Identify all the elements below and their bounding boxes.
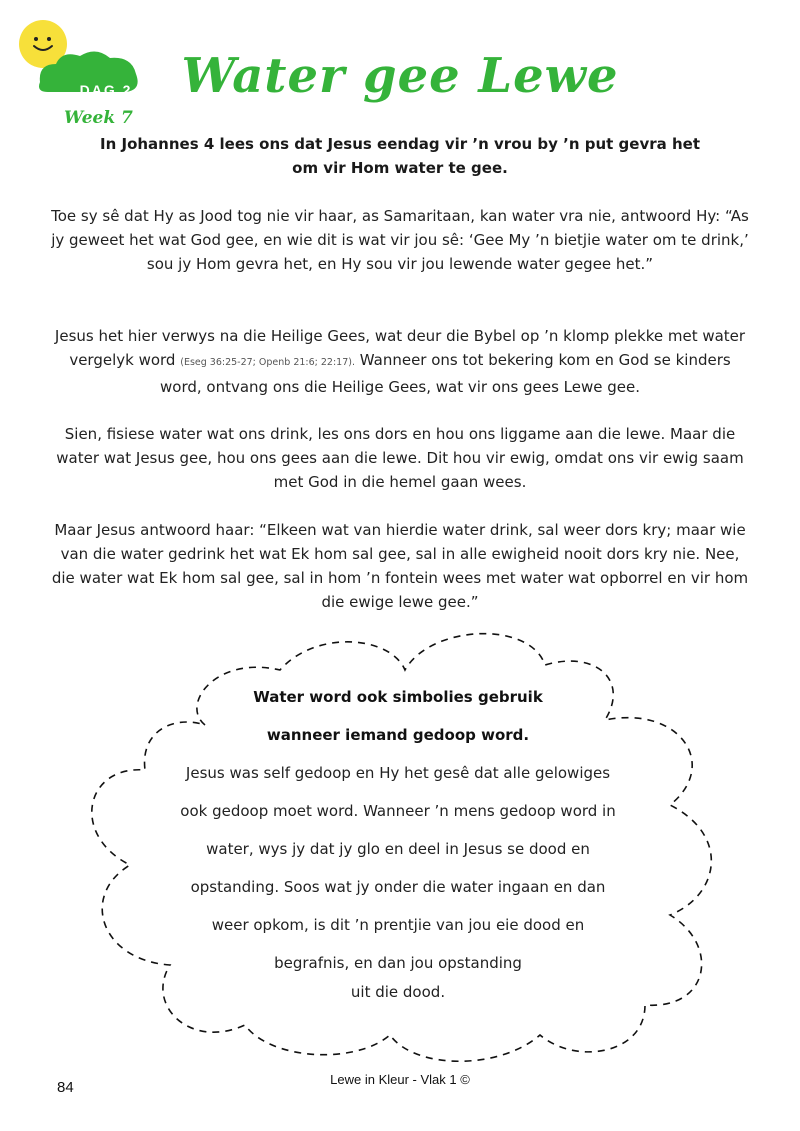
page-number: 84: [57, 1079, 74, 1096]
paragraph-1: Toe sy sê dat Hy as Jood tog nie vir haar, as Samaritaan, kan water vra nie, antwoord Hy: “As jy geweet het wat God gee, en wie dit is wat vir jou sê: ‘Gee My ’n bietjie water om te drink,’ sou jy Hom gevra het, en Hy sou vir jou lewende water gegee het.”: [51, 207, 749, 273]
paragraph-2: [50, 324, 750, 399]
paragraph-3: Sien, fisiese water wat ons drink, les ons dors en hou ons liggame aan die lewe. Maar die water wat Jesus gee, hou ons gees aan die lewe. Dit hou vir ewig, omdat ons vir ewig saam met God in die hemel gaan wees.: [56, 425, 744, 491]
badge-week-label: Week 7: [64, 108, 133, 128]
badge-day-label: DAG 2: [79, 82, 133, 98]
page-title: Water gee Lewe: [181, 48, 619, 104]
cloud-line: Jesus was self gedoop en Hy het gesê dat alle gelowiges: [185, 764, 611, 782]
cloud-bold-line: wanneer iemand gedoop word.: [266, 726, 530, 744]
cloud-line: uit die dood.: [350, 983, 446, 1001]
cloud-line: opstanding. Soos wat jy onder die water ingaan en dan: [190, 878, 606, 896]
paragraph-2-text-b: Wanneer ons tot bekering kom en God se kinders word, ontvang ons die Heilige Gees, wat vir ons gees Lewe gee.: [160, 351, 731, 396]
scripture-reference: (Eseg 36:25-27; Openb 21:6; 22:17).: [180, 357, 355, 368]
cloud-line: weer opkom, is dit ’n prentjie van jou eie dood en: [211, 916, 585, 934]
cloud-bold-line: Water word ook simbolies gebruik: [253, 688, 543, 706]
cloud-line: water, wys jy dat jy glo en deel in Jesus se dood en: [206, 840, 590, 858]
paragraph-2-text-a: Jesus het hier verwys na die Heilige Gees, wat deur die Bybel op ’n klomp plekke met water vergelyk word: [54, 327, 746, 369]
cloud-text: [130, 678, 666, 1002]
footer-credit: Lewe in Kleur - Vlak 1 ©: [330, 1072, 470, 1087]
cloud-line: begrafnis, en dan jou opstanding: [274, 954, 522, 972]
paragraph-4: Maar Jesus antwoord haar: “Elkeen wat van hierdie water drink, sal weer dors kry; maar wie van die water gedrink het wat Ek hom sal gee, sal in alle ewigheid nooit dors kry nie. Nee, die water wat Ek hom sal gee, sal in hom ’n fontein wees met water wat opborrel en vir hom die ewige lewe gee.”: [51, 521, 749, 611]
cloud-line: ook gedoop moet word. Wanneer ’n mens gedoop word in: [180, 802, 616, 820]
intro-text: In Johannes 4 lees ons dat Jesus eendag vir ’n vrou by ’n put gevra het om vir Hom water te gee.: [100, 135, 701, 177]
